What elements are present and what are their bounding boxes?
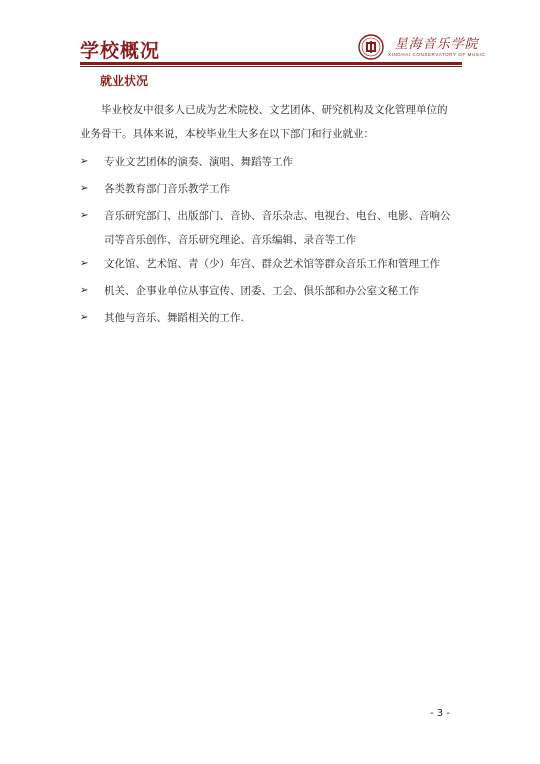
logo-text [388,37,485,58]
school-seal-icon [358,34,384,60]
logo-chinese-name: 星海音乐学院 [394,36,479,52]
page-number: - 3 - [430,708,450,719]
section-title: 就业状况 [100,74,149,88]
document-page: 学校概况 星海音乐学院 XINGHAI CONSERVATORY OF MUSIC 就业状况 毕业校友中很多人已成为艺术院校、文艺团体、研究机构及文化管理单位的 业务骨干。具体来说，本校毕业生大多在以下部门和行业就业： ➢ 专业文艺团体的演奏、演唱、舞蹈等工作 ➢ 各类教育部门音乐教学工作 ➢ 音乐研究部门、出版部门、音协、音乐杂志、电视台、电台、电影、音响公 司等音乐创作、音乐研究理论、音乐编辑、录音等工作 ➢ 文化馆、艺术馆、青（少）年宫、群众艺术馆等群众音乐工作和管理工作 ➢ 机关、企事业单位从事宣传、团委、工会、俱乐部和办公室文秘工作 ➢ 其他与音乐、舞蹈相关的工作. - 3 - [0,0,540,764]
intro-paragraph [80,98,470,146]
arrow-bullet-icon: ➢ [80,285,89,296]
arrow-bullet-icon: ➢ [80,183,89,194]
school-logo [358,34,485,60]
arrow-bullet-icon: ➢ [80,156,89,167]
header-rule-thin [80,66,462,67]
arrow-bullet-icon: ➢ [80,258,89,269]
arrow-bullet-icon: ➢ [80,312,89,323]
intro-line: 业务骨干。具体来说，本校毕业生大多在以下部门和行业就业： [80,128,374,140]
arrow-bullet-icon: ➢ [80,210,89,221]
intro-line: 毕业校友中很多人已成为艺术院校、文艺团体、研究机构及文化管理单位的 [101,104,448,116]
logo-english-name: XINGHAI CONSERVATORY OF MUSIC [388,51,486,57]
header-rule-thick [80,62,462,65]
page-header-title: 学校概况 [80,40,161,62]
